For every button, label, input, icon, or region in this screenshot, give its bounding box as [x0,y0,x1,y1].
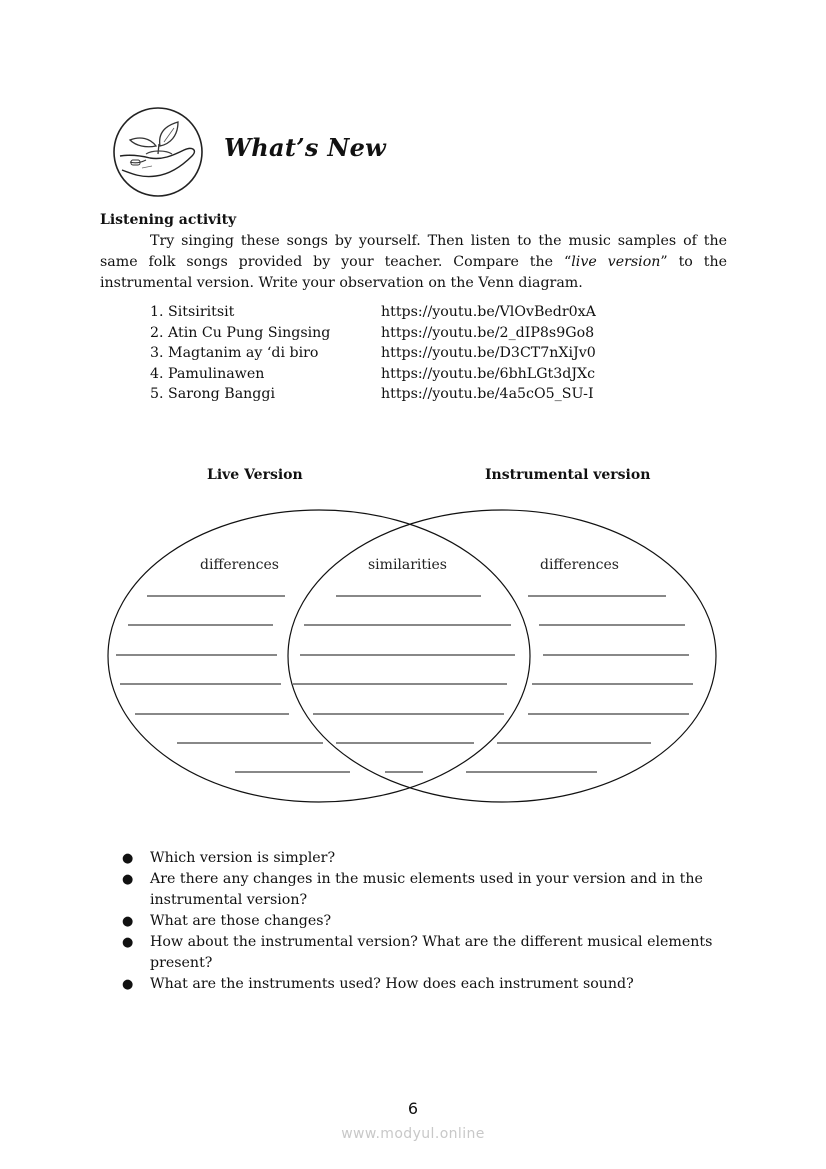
question-text: What are those changes? [150,913,332,929]
venn-right-region-label: differences [540,557,619,573]
song-link[interactable]: https://youtu.be/D3CT7nXiJv0 [381,345,596,362]
song-name: 2. Atin Cu Pung Singsing [150,324,331,341]
watermark: www.modyul.online [341,1126,485,1142]
venn-right-circle [288,510,716,802]
question-text: Are there any changes in the music elements used in your version and in the instrumental version? [150,871,703,908]
song-name: 3. Magtanim ay ‘di biro [150,345,319,362]
question-text: Which version is simpler? [150,850,336,866]
bullet-icon: ● [122,935,134,950]
instructions-text-2: ” to the instrumental version. Write your observation on the Venn diagram. [100,254,727,291]
song-name: 4. Pamulinawen [150,365,265,382]
question-text: What are the instruments used? How does each instrument sound? [150,976,634,992]
venn-left-circle [108,510,530,802]
question-text: How about the instrumental version? What are the different musical elements present? [150,934,713,971]
question-list [122,848,732,995]
song-link[interactable]: https://youtu.be/VlOvBedr0xA [381,304,596,320]
activity-title: Listening activity [100,212,237,228]
question-item [122,974,732,995]
venn-left-title: Live Version [207,467,303,483]
song-name: 1. Sitsiritsit [150,304,235,320]
venn-right-title: Instrumental version [485,467,651,483]
page-number: 6 [407,1099,419,1118]
instructions-text-1: Try singing these songs by yourself. Then listen to the music samples of the same folk songs provided by your teacher. Compare the “ [100,233,727,270]
bullet-icon: ● [122,977,134,992]
answer-lines [116,596,693,772]
song-name: 5. Sarong Banggi [150,386,275,403]
question-item [122,869,732,911]
bullet-icon: ● [122,872,134,887]
section-title-whats-new: What’s New [224,133,387,162]
venn-left-region-label: differences [200,557,279,573]
song-link[interactable]: https://youtu.be/6bhLGt3dJXc [381,365,596,382]
song-link[interactable]: https://youtu.be/2_dIP8s9Go8 [381,324,595,341]
question-item [122,848,732,869]
question-item [122,932,732,974]
instructions-italic: live version [571,254,661,270]
song-link[interactable]: https://youtu.be/4a5cO5_SU-I [381,386,594,403]
bullet-icon: ● [122,851,134,866]
question-item [122,911,732,932]
venn-middle-region-label: similarities [368,557,447,573]
bullet-icon: ● [122,914,134,929]
